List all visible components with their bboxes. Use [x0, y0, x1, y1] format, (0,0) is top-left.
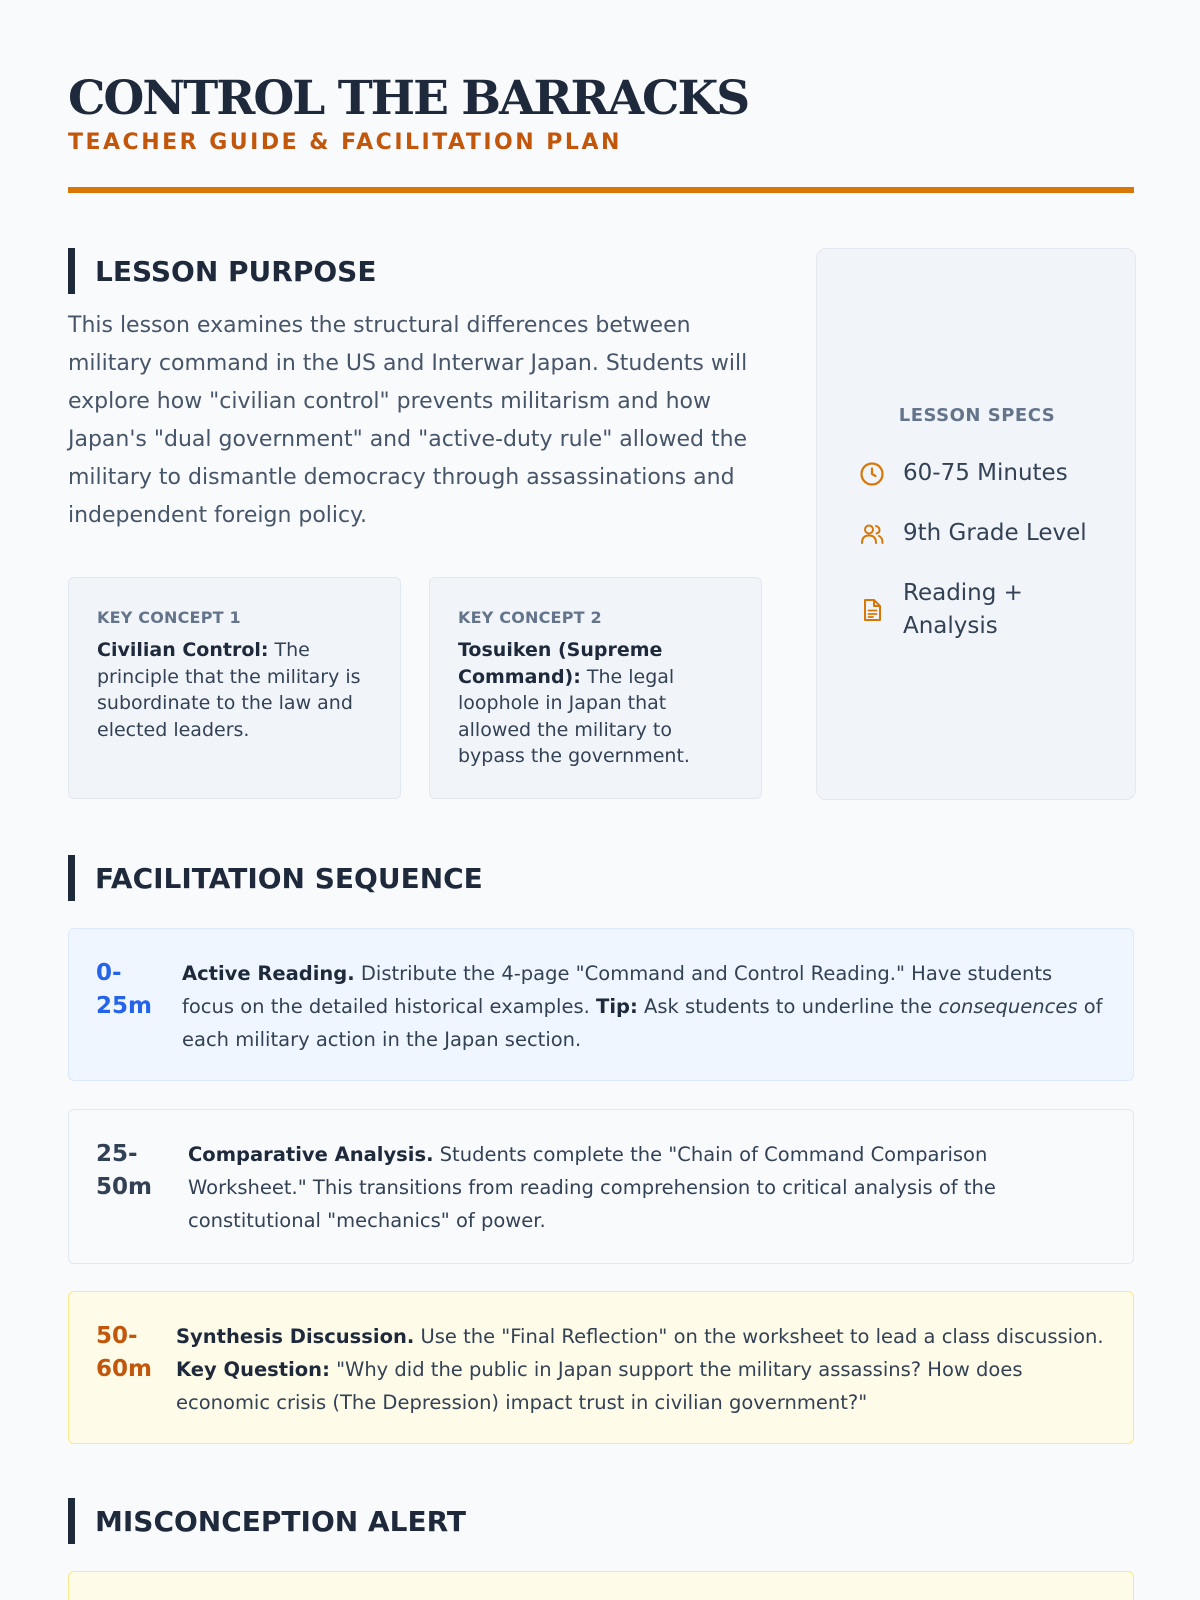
header [68, 70, 1134, 155]
header-divider [68, 187, 1134, 193]
step-text: of each military action in the Japan section. [182, 995, 1103, 1051]
section-heading-label: LESSON PURPOSE [95, 254, 377, 288]
key-concept-definition: The legal loophole in Japan that allowed the military to bypass the government. [458, 665, 690, 767]
step-text: "Why did the public in Japan support the military assassins? How does economic crisis (The Depression) impact trust in civilian government?" [176, 1358, 1023, 1414]
lesson-specs-heading: LESSON SPECS [898, 405, 1056, 426]
section-heading-bar [68, 855, 75, 901]
spec-format [859, 577, 1053, 643]
key-concept-card-2 [429, 577, 762, 799]
key-concept-body [97, 637, 372, 743]
spec-text: 60-75 Minutes [903, 460, 1068, 486]
spec-text: 9th Grade Level [903, 520, 1087, 546]
step-title: Active Reading. [182, 962, 355, 985]
key-concept-term: Civilian Control: [97, 639, 269, 661]
clock-icon [859, 461, 885, 487]
step-title: Comparative Analysis. [188, 1143, 434, 1166]
page-subtitle: TEACHER GUIDE & FACILITATION PLAN [68, 130, 622, 155]
lesson-specs-card [816, 248, 1136, 800]
spec-grade [859, 517, 1087, 550]
key-concept-card-1 [68, 577, 401, 799]
key-concept-term: Tosuiken (Supreme Command): [458, 639, 663, 688]
step-time: 0-25m [96, 960, 152, 1019]
spec-text: Reading + Analysis [903, 580, 1023, 639]
sequence-step-2 [68, 1109, 1134, 1264]
step-text: Distribute the 4-page "Command and Control Reading." Have students focus on the detailed historical examples. [182, 962, 1053, 1018]
section-heading-misconception [68, 1498, 466, 1544]
step-key-label: Key Question: [176, 1358, 330, 1381]
section-heading-label: FACILITATION SEQUENCE [95, 861, 483, 895]
step-time: 50-60m [96, 1323, 152, 1382]
key-concept-definition: The principle that the military is subordinate to the law and elected leaders. [97, 639, 361, 741]
step-text: Ask students to underline the [637, 995, 939, 1018]
document-icon [859, 597, 885, 623]
step-time: 25-50m [96, 1141, 152, 1200]
step-description [182, 957, 1105, 1056]
step-tip-label: Tip: [596, 995, 638, 1018]
users-icon [859, 521, 885, 547]
step-text: Use the "Final Reflection" on the worksheet to lead a class discussion. [414, 1325, 1104, 1348]
section-heading-sequence [68, 855, 483, 901]
section-heading-bar [68, 1498, 75, 1544]
step-description [188, 1138, 1105, 1237]
section-heading-label: MISCONCEPTION ALERT [95, 1504, 466, 1538]
page-title: CONTROL THE BARRACKS [68, 71, 749, 126]
key-concept-label: KEY CONCEPT 1 [97, 608, 241, 627]
step-title: Synthesis Discussion. [176, 1325, 415, 1348]
sequence-step-3 [68, 1291, 1134, 1444]
step-emphasis: consequences [938, 995, 1078, 1018]
sequence-step-1 [68, 928, 1134, 1081]
key-concept-label: KEY CONCEPT 2 [458, 608, 602, 627]
misconception-alert-box [68, 1571, 1134, 1600]
section-heading-purpose [68, 248, 376, 294]
spec-duration [859, 457, 1068, 490]
section-heading-bar [68, 248, 75, 294]
key-concept-body [458, 637, 733, 770]
step-description [176, 1320, 1105, 1419]
purpose-paragraph: This lesson examines the structural differences between military command in the US and Interwar Japan. Students will explore how "civilian control" prevents militarism and how Japan's "dual government" and "active-duty rule" allowed the military to dismantle democracy through assassinations and independent foreign policy. [68, 313, 748, 528]
step-text: Students complete the "Chain of Command Comparison Worksheet." This transitions from reading comprehension to critical analysis of the constitutional "mechanics" of power. [188, 1143, 996, 1232]
